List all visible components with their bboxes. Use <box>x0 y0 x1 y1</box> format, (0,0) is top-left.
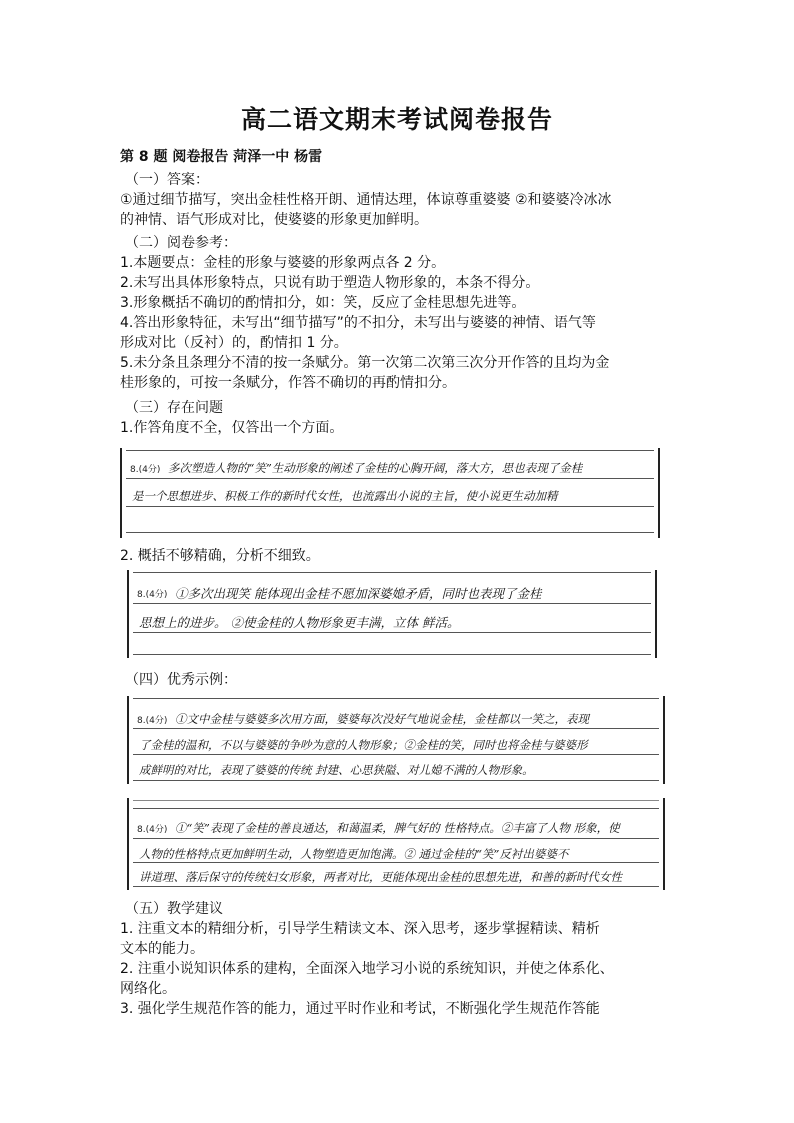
excellent-sample-2 <box>127 798 665 890</box>
teaching-line: 网络化。 <box>120 981 176 997</box>
question-number: 8.(4分) <box>137 716 168 726</box>
handwritten-line: 成鲜明的对比，表现了婆婆的传统 封建、心思狭隘、对儿媳不满的人物形象。 <box>139 763 534 777</box>
teaching-line: 2. 注重小说知识体系的建构，全面深入地学习小说的系统知识，并使之体系化、 <box>120 961 614 977</box>
handwritten-line: 人物的性格特点更加鲜明生动，人物塑造更加饱满。② 通过金桂的“笑”反衬出婆婆不 <box>139 847 569 861</box>
excellent-heading: （四）优秀示例： <box>125 672 237 688</box>
question-number: 8.(4分) <box>137 590 168 600</box>
reference-line: 5.未分条且条理分不清的按一条赋分。第一次第二次第三次分开作答的且均为金 <box>120 355 610 371</box>
teaching-line: 文本的能力。 <box>120 941 204 957</box>
teaching-heading: （五）教学建议 <box>125 901 223 917</box>
question-number: 8.(4分) <box>137 825 168 835</box>
handwritten-line: 了金桂的温和，不以与婆婆的争吵为意的人物形象；②金桂的笑，同时也将金桂与婆婆形 <box>139 738 588 752</box>
problem-item-2: 2. 概括不够精确，分析不细致。 <box>120 548 320 564</box>
report-subtitle: 第 8 题 阅卷报告 菏泽一中 杨雷 <box>120 149 323 165</box>
teaching-section <box>120 899 680 1019</box>
reference-line: 4.答出形象特征，未写出“细节描写”的不扣分，未写出与婆婆的神情、语气等 <box>120 315 596 331</box>
reference-line: 桂形象的，可按一条赋分，作答不确切的再酌情扣分。 <box>120 375 456 391</box>
problem-item-1: 1.作答角度不全，仅答出一个方面。 <box>120 420 344 436</box>
reference-line: 形成对比（反衬）的，酌情扣 1 分。 <box>120 335 348 351</box>
handwritten-line: 多次塑造人物的“笑”生动形象的阐述了金桂的心胸开阔，落大方，思也表现了金桂 <box>168 461 583 475</box>
problem-item-2-wrap <box>120 546 680 566</box>
reference-line: 1.本题要点：金桂的形象与婆婆的形象两点各 2 分。 <box>120 255 446 271</box>
question-number: 8.(4分) <box>130 465 161 475</box>
handwritten-line: ①“笑”表现了金桂的善良通达，和蔼温柔，脾气好的 性格特点。②丰富了人物 形象，使 <box>175 821 620 835</box>
handwritten-line: ①文中金桂与婆婆多次用方面，婆婆每次没好气地说金桂，金桂都以一笑之，表现 <box>175 712 589 726</box>
student-sample-2 <box>127 570 657 658</box>
problems-heading: （三）存在问题 <box>125 400 223 416</box>
handwritten-line: ①多次出现笑 能体现出金桂不愿加深婆媳矛盾，同时也表现了金桂 <box>175 586 542 601</box>
report-title: 高二语文期末考试阅卷报告 <box>240 105 553 134</box>
handwritten-line: 讲道理、落后保守的传统妇女形象，两者对比，更能体现出金桂的思想先进，和善的新时代女性 <box>139 870 622 884</box>
handwritten-line: 思想上的进步。 ②使金桂的人物形象更丰满，立体 鲜活。 <box>139 615 460 630</box>
reference-line: 2.未写出具体形象特点，只说有助于塑造人物形象的，本条不得分。 <box>120 275 540 291</box>
answer-line: 的神情、语气形成对比，使婆婆的形象更加鲜明。 <box>120 212 428 228</box>
answer-line: ①通过细节描写，突出金桂性格开朗、通情达理，体谅尊重婆婆 ②和婆婆冷冰冰 <box>120 192 612 208</box>
reference-heading: （二）阅卷参考： <box>125 235 237 251</box>
excellent-sample-1 <box>127 696 665 784</box>
answer-heading: （一）答案： <box>125 172 209 188</box>
excellent-section <box>120 670 680 690</box>
student-sample-1 <box>120 448 660 538</box>
teaching-line: 3. 强化学生规范作答的能力，通过平时作业和考试，不断强化学生规范作答能 <box>120 1001 600 1017</box>
handwritten-line: 是一个思想进步、积极工作的新时代女性，也流露出小说的主旨，使小说更生动加精 <box>132 489 558 503</box>
answer-section <box>120 170 680 230</box>
problems-section <box>120 398 680 438</box>
teaching-line: 1. 注重文本的精细分析，引导学生精读文本、深入思考，逐步掌握精读、精析 <box>120 921 600 937</box>
reference-line: 3.形象概括不确切的酌情扣分，如：笑，反应了金桂思想先进等。 <box>120 295 526 311</box>
reference-section <box>120 233 680 393</box>
